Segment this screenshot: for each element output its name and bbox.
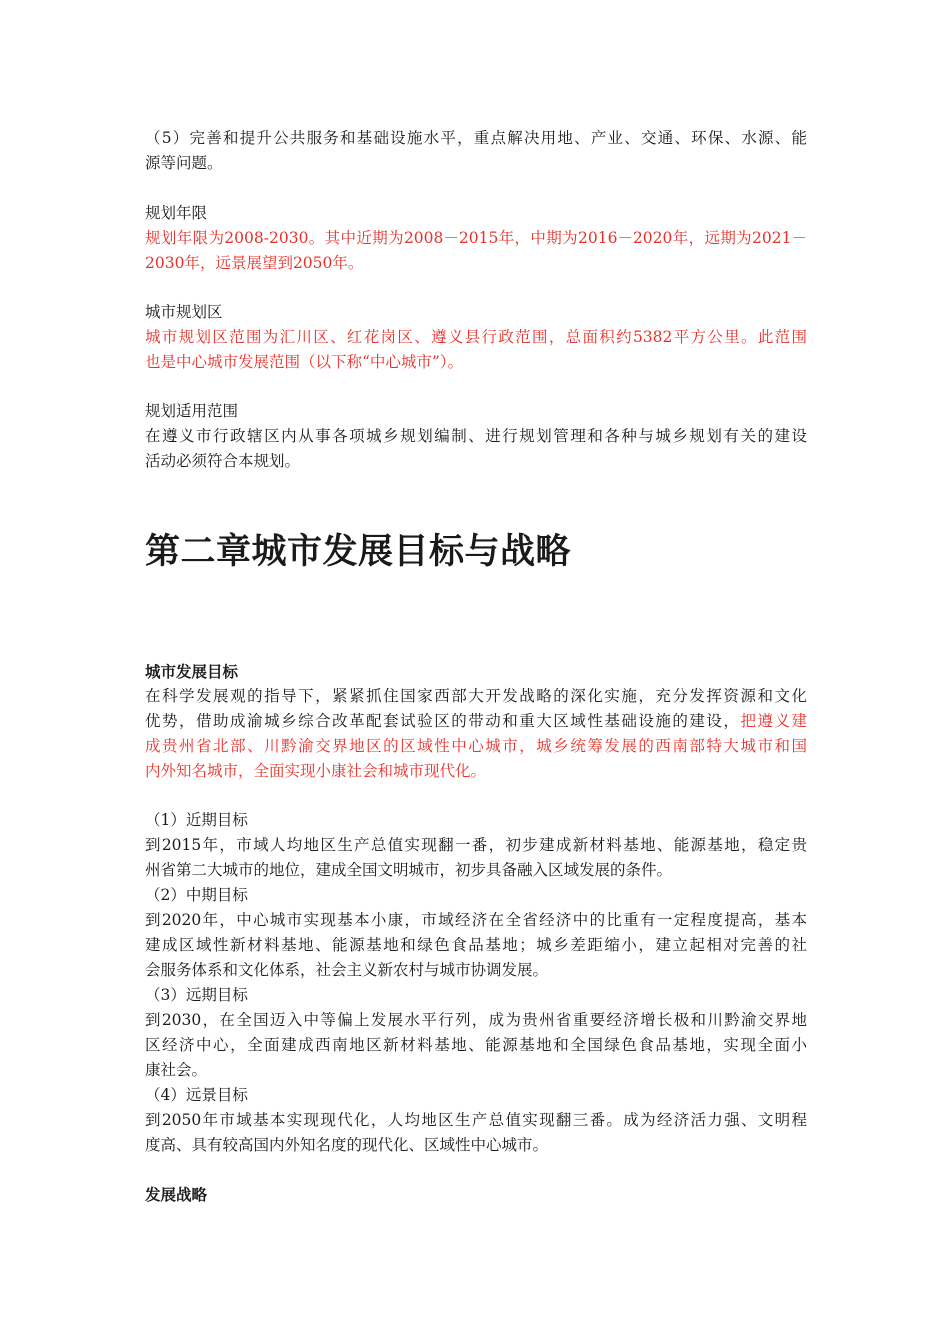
development-goal-line-2-highlight: 把遵义建 xyxy=(740,712,807,730)
long-term-goal-line-1: 到2030，在全国迈入中等偏上发展水平行列，成为贵州省重要经济增长极和川黔渝交界地 xyxy=(145,1011,807,1029)
near-term-goal-line-2: 州省第二大城市的地位，建成全国文明城市，初步具备融入区域发展的条件。 xyxy=(145,861,673,879)
item-5-line-1: （5）完善和提升公共服务和基础设施水平，重点解决用地、产业、交通、环保、水源、能 xyxy=(145,129,807,147)
vision-goal-heading: （4）远景目标 xyxy=(145,1086,248,1104)
planning-years-line-2: 2030年，远景展望到2050年。 xyxy=(145,254,364,272)
mid-term-goal-line-1: 到2020年，中心城市实现基本小康，市域经济在全省经济中的比重有一定程度提高，基本 xyxy=(145,911,807,929)
planning-scope-line-1: 在遵义市行政辖区内从事各项城乡规划编制、进行规划管理和各种与城乡规划有关的建设 xyxy=(145,427,807,445)
planning-years-line-1: 规划年限为2008-2030。其中近期为2008－2015年，中期为2016－2020年，远期为2021－ xyxy=(145,229,807,247)
development-goal-line-2-normal: 优势，借助成渝城乡综合改革配套试验区的带动和重大区域性基础设施的建设， xyxy=(145,712,741,730)
planning-area-heading: 城市规划区 xyxy=(145,303,223,321)
near-term-goal-heading: （1）近期目标 xyxy=(145,811,248,829)
planning-area-section xyxy=(145,300,807,375)
planning-area-line-1: 城市规划区范围为汇川区、红花岗区、遵义县行政范围，总面积约5382平方公里。此范围 xyxy=(145,328,807,346)
item-5-line-2: 源等问题。 xyxy=(145,154,223,172)
planning-years-section xyxy=(145,201,807,276)
long-term-goal-heading: （3）远期目标 xyxy=(145,986,248,1004)
development-goal-line-1: 在科学发展观的指导下，紧紧抓住国家西部大开发战略的深化实施，充分发挥资源和文化 xyxy=(145,687,807,705)
mid-term-goal-line-3: 会服务体系和文化体系，社会主义新农村与城市协调发展。 xyxy=(145,961,549,979)
mid-term-goal-line-2: 建成区域性新材料基地、能源基地和绿色食品基地；城乡差距缩小，建立起相对完善的社 xyxy=(145,936,807,954)
planning-area-line-2: 也是中心城市发展范围（以下称“中心城市”）。 xyxy=(145,353,464,371)
planning-scope-heading: 规划适用范围 xyxy=(145,402,239,420)
strategy-heading: 发展战略 xyxy=(145,1185,208,1204)
vision-goal-line-2: 度高、具有较高国内外知名度的现代化、区域性中心城市。 xyxy=(145,1136,549,1154)
near-term-goal-line-1: 到2015年，市域人均地区生产总值实现翻一番，初步建成新材料基地、能源基地，稳定贵 xyxy=(145,836,807,854)
development-goal-line-2 xyxy=(145,709,807,734)
planning-scope-line-2: 活动必须符合本规划。 xyxy=(145,452,301,470)
long-term-goal-line-3: 康社会。 xyxy=(145,1061,208,1079)
development-goal-line-3: 成贵州省北部、川黔渝交界地区的区域性中心城市，城乡统筹发展的西南部特大城市和国 xyxy=(145,737,807,755)
chapter-title: 第二章城市发展目标与战略 xyxy=(145,532,572,572)
vision-goal-line-1: 到2050年市域基本实现现代化，人均地区生产总值实现翻三番。成为经济活力强、文明程 xyxy=(145,1111,807,1129)
development-goal-heading: 城市发展目标 xyxy=(145,662,239,681)
goals-section xyxy=(145,808,807,1158)
development-goal-line-4: 内外知名城市，全面实现小康社会和城市现代化。 xyxy=(145,762,487,780)
planning-years-heading: 规划年限 xyxy=(145,204,208,222)
planning-scope-section xyxy=(145,399,807,474)
strategy-section xyxy=(145,1182,807,1207)
development-goal-section xyxy=(145,659,807,784)
mid-term-goal-heading: （2）中期目标 xyxy=(145,886,248,904)
item-5-paragraph xyxy=(145,126,807,176)
long-term-goal-line-2: 区经济中心，全面建成西南地区新材料基地、能源基地和全国绿色食品基地，实现全面小 xyxy=(145,1036,807,1054)
